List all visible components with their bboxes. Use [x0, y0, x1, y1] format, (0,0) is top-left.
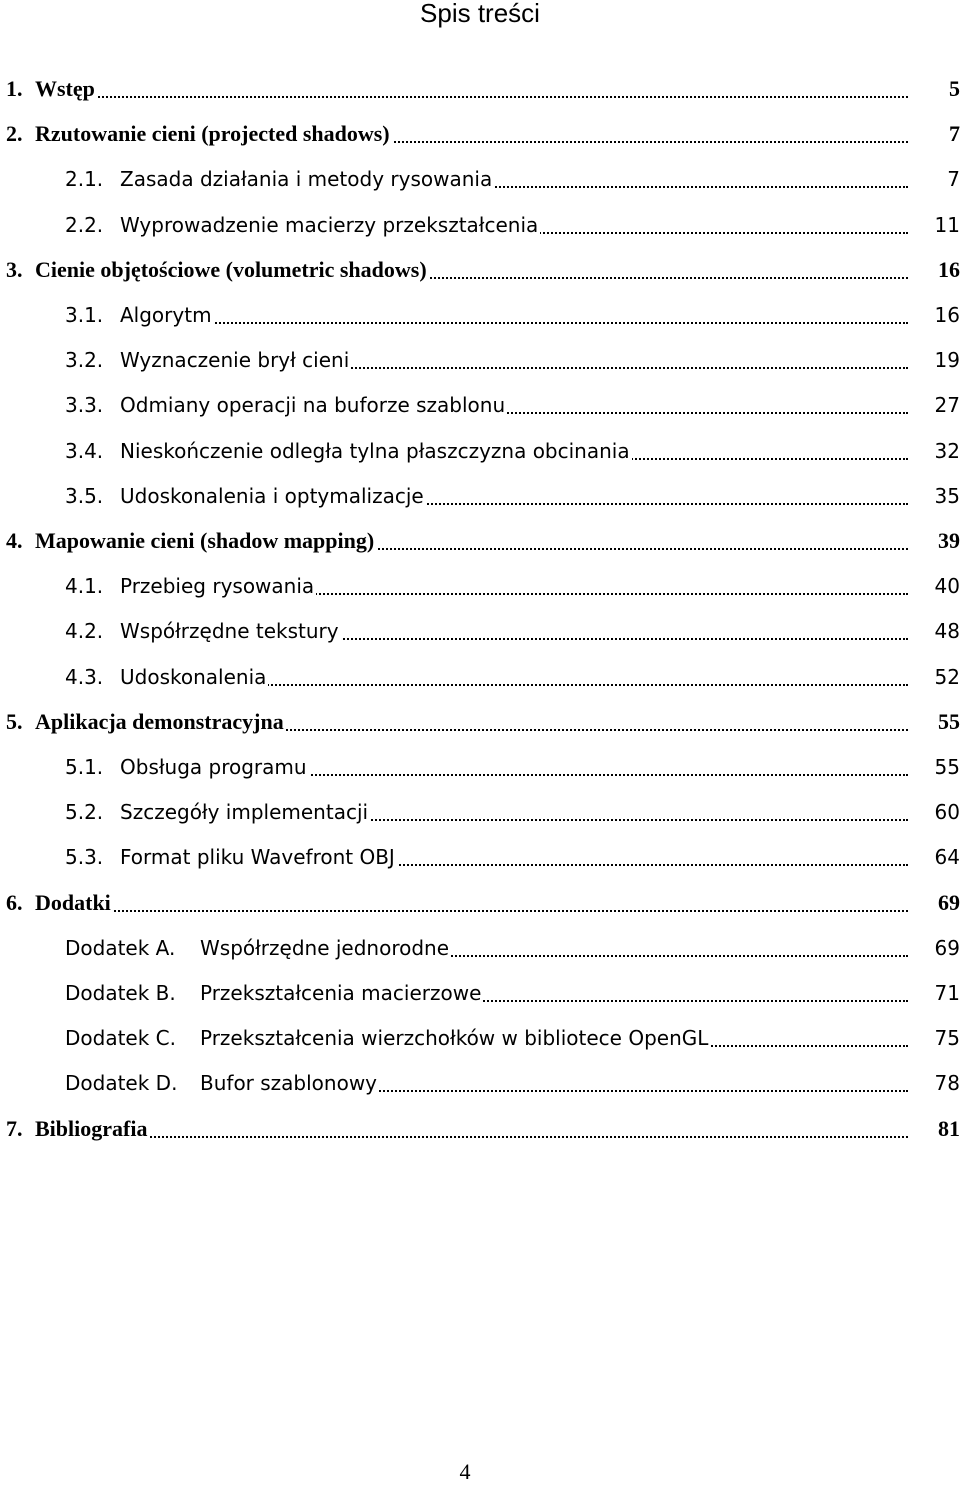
toc-entry-title[interactable]: Bufor szablonowy — [200, 1071, 378, 1095]
toc-entry-page: 69 — [934, 936, 960, 960]
toc-entry[interactable] — [0, 1022, 960, 1054]
toc-entry[interactable] — [0, 661, 960, 693]
toc-entry-number: Dodatek A. — [65, 936, 176, 960]
toc-entry-title[interactable]: Wstęp — [35, 76, 95, 101]
toc-entry-page: 81 — [938, 1116, 960, 1141]
toc-entry[interactable] — [0, 841, 960, 873]
toc-entry-page: 39 — [938, 528, 960, 553]
toc-entry-number: Dodatek C. — [65, 1026, 176, 1050]
toc-entry-number: 3.1. — [65, 303, 104, 327]
toc-entry-title[interactable]: Współrzędne jednorodne — [200, 936, 450, 960]
toc-entry-page: 5 — [949, 76, 960, 101]
toc-entry-page: 40 — [934, 574, 960, 598]
toc-entry-title[interactable]: Szczegóły implementacji — [120, 800, 369, 824]
toc-entry-title[interactable]: Obsługa programu — [120, 755, 307, 779]
toc-entry-title-wrap — [120, 209, 908, 241]
toc-entry-title-wrap — [35, 706, 908, 738]
toc-entry-title[interactable]: Przekształcenia wierzchołków w bibliotece OpenGL — [200, 1026, 709, 1050]
toc-entry-title-wrap — [120, 841, 908, 873]
toc-entry-number: 3. — [6, 257, 23, 282]
toc-entry[interactable] — [0, 1067, 960, 1099]
toc-entry-title[interactable]: Mapowanie cieni (shadow mapping) — [35, 528, 375, 553]
toc-entry-page: 55 — [934, 755, 960, 779]
toc-entry-title[interactable]: Aplikacja demonstracyjna — [35, 709, 284, 734]
toc-entry-title[interactable]: Algorytm — [120, 303, 212, 327]
toc-entry-title[interactable]: Cienie objętościowe (volumetric shadows) — [35, 257, 427, 282]
toc-entry-title-wrap — [35, 254, 908, 286]
toc-entry[interactable] — [0, 118, 960, 150]
toc-entry-number: 5.1. — [65, 755, 104, 779]
toc-entry-number: 2.2. — [65, 213, 104, 237]
dot-leader — [35, 1136, 908, 1138]
toc-entry-page: 55 — [938, 709, 960, 734]
toc-entry-title-wrap — [35, 525, 908, 557]
toc-entry-title-wrap — [120, 163, 908, 195]
toc-entry-number: 1. — [6, 76, 23, 101]
toc-entry-title-wrap — [120, 480, 908, 512]
toc-entry-number: 4.2. — [65, 619, 104, 643]
toc-entry[interactable] — [0, 1113, 960, 1145]
toc-entry-title[interactable]: Bibliografia — [35, 1116, 148, 1141]
toc-entry-title-wrap — [200, 1022, 908, 1054]
toc-entry-number: 4. — [6, 528, 23, 553]
toc-entry-title[interactable]: Przebieg rysowania — [120, 574, 315, 598]
toc-entry-title[interactable]: Udoskonalenia i optymalizacje — [120, 484, 424, 508]
toc-entry[interactable] — [0, 435, 960, 467]
toc-entry-number: 3.4. — [65, 439, 104, 463]
toc-entry-page: 19 — [934, 348, 960, 372]
toc-entry[interactable] — [0, 389, 960, 421]
toc-entry-number: 7. — [6, 1116, 23, 1141]
toc-entry-page: 64 — [934, 845, 960, 869]
toc-entry-number: 4.1. — [65, 574, 104, 598]
toc-entry[interactable] — [0, 751, 960, 783]
dot-leader — [35, 910, 908, 912]
toc-entry-number: 2. — [6, 121, 23, 146]
toc-entry-number: Dodatek B. — [65, 981, 176, 1005]
toc-entry-title[interactable]: Zasada działania i metody rysowania — [120, 167, 493, 191]
toc-entry-title[interactable]: Przekształcenia macierzowe — [200, 981, 482, 1005]
toc-entry-title[interactable]: Odmiany operacji na buforze szablonu — [120, 393, 506, 417]
toc-entry[interactable] — [0, 887, 960, 919]
toc-entry-page: 60 — [934, 800, 960, 824]
toc-entry-title[interactable]: Wyznaczenie brył cieni — [120, 348, 350, 372]
toc-entry-page: 69 — [938, 890, 960, 915]
toc-entry-title-wrap — [35, 118, 908, 150]
toc-entry-page: 16 — [934, 303, 960, 327]
toc-entry[interactable] — [0, 525, 960, 557]
toc-entry-page: 52 — [934, 665, 960, 689]
toc-entry-number: 6. — [6, 890, 23, 915]
toc-entry-title-wrap — [35, 1113, 908, 1145]
toc-entry-title-wrap — [200, 1067, 908, 1099]
toc-entry-title[interactable]: Dodatki — [35, 890, 111, 915]
toc-entry-page: 48 — [934, 619, 960, 643]
toc-entry-page: 78 — [934, 1071, 960, 1095]
toc-entry-page: 11 — [934, 213, 960, 237]
toc-entry[interactable] — [0, 73, 960, 105]
toc-entry-title-wrap — [120, 751, 908, 783]
toc-entry-page: 7 — [947, 167, 960, 191]
toc-entry-number: Dodatek D. — [65, 1071, 178, 1095]
toc-entry-page: 16 — [938, 257, 960, 282]
toc-entry-number: 5. — [6, 709, 23, 734]
toc-entry-title-wrap — [200, 932, 908, 964]
toc-entry[interactable] — [0, 570, 960, 602]
toc-entry-title-wrap — [120, 615, 908, 647]
toc-entry-title[interactable]: Udoskonalenia — [120, 665, 267, 689]
toc-entry[interactable] — [0, 163, 960, 195]
toc-entry-number: 5.3. — [65, 845, 104, 869]
toc-entry[interactable] — [0, 796, 960, 828]
toc-entry-title-wrap — [120, 435, 908, 467]
toc-entry[interactable] — [0, 209, 960, 241]
toc-entry-page: 71 — [934, 981, 960, 1005]
dot-leader — [120, 322, 908, 324]
toc-entry-number: 3.5. — [65, 484, 104, 508]
toc-entry-page: 32 — [934, 439, 960, 463]
toc-entry[interactable] — [0, 254, 960, 286]
toc-entry-title-wrap — [120, 661, 908, 693]
toc-entry-title[interactable]: Format pliku Wavefront OBJ — [120, 845, 395, 869]
toc-entry-number: 5.2. — [65, 800, 104, 824]
toc-entry-number: 4.3. — [65, 665, 104, 689]
toc-entry-page: 35 — [934, 484, 960, 508]
toc-entry[interactable] — [0, 977, 960, 1009]
toc-entry[interactable] — [0, 299, 960, 331]
toc-entry-page: 7 — [949, 121, 960, 146]
toc-entry-number: 3.2. — [65, 348, 104, 372]
toc-entry-title-wrap — [35, 887, 908, 919]
page-title: Spis treści — [420, 0, 540, 28]
toc-entry-title[interactable]: Wyprowadzenie macierzy przekształcenia — [120, 213, 539, 237]
toc-entry-title[interactable]: Nieskończenie odległa tylna płaszczyzna obcinania — [120, 439, 630, 463]
toc-entry-number: 3.3. — [65, 393, 104, 417]
toc-entry-title-wrap — [35, 73, 908, 105]
toc-entry[interactable] — [0, 480, 960, 512]
toc-entry-title-wrap — [120, 344, 908, 376]
toc-entry-page: 27 — [934, 393, 960, 417]
toc-entry-title[interactable]: Rzutowanie cieni (projected shadows) — [35, 121, 390, 146]
toc-entry-number: 2.1. — [65, 167, 104, 191]
dot-leader — [35, 96, 908, 98]
toc-entry-title[interactable]: Współrzędne tekstury — [120, 619, 339, 643]
page-number: 4 — [459, 1459, 471, 1484]
toc-entry-title-wrap — [120, 299, 908, 331]
toc-entry[interactable] — [0, 706, 960, 738]
toc-entry[interactable] — [0, 344, 960, 376]
toc-entry-title-wrap — [120, 570, 908, 602]
toc-entry-title-wrap — [120, 389, 908, 421]
toc-entry-title-wrap — [120, 796, 908, 828]
toc-entry[interactable] — [0, 615, 960, 647]
toc-entry[interactable] — [0, 932, 960, 964]
toc-entry-title-wrap — [200, 977, 908, 1009]
toc-entry-page: 75 — [934, 1026, 960, 1050]
